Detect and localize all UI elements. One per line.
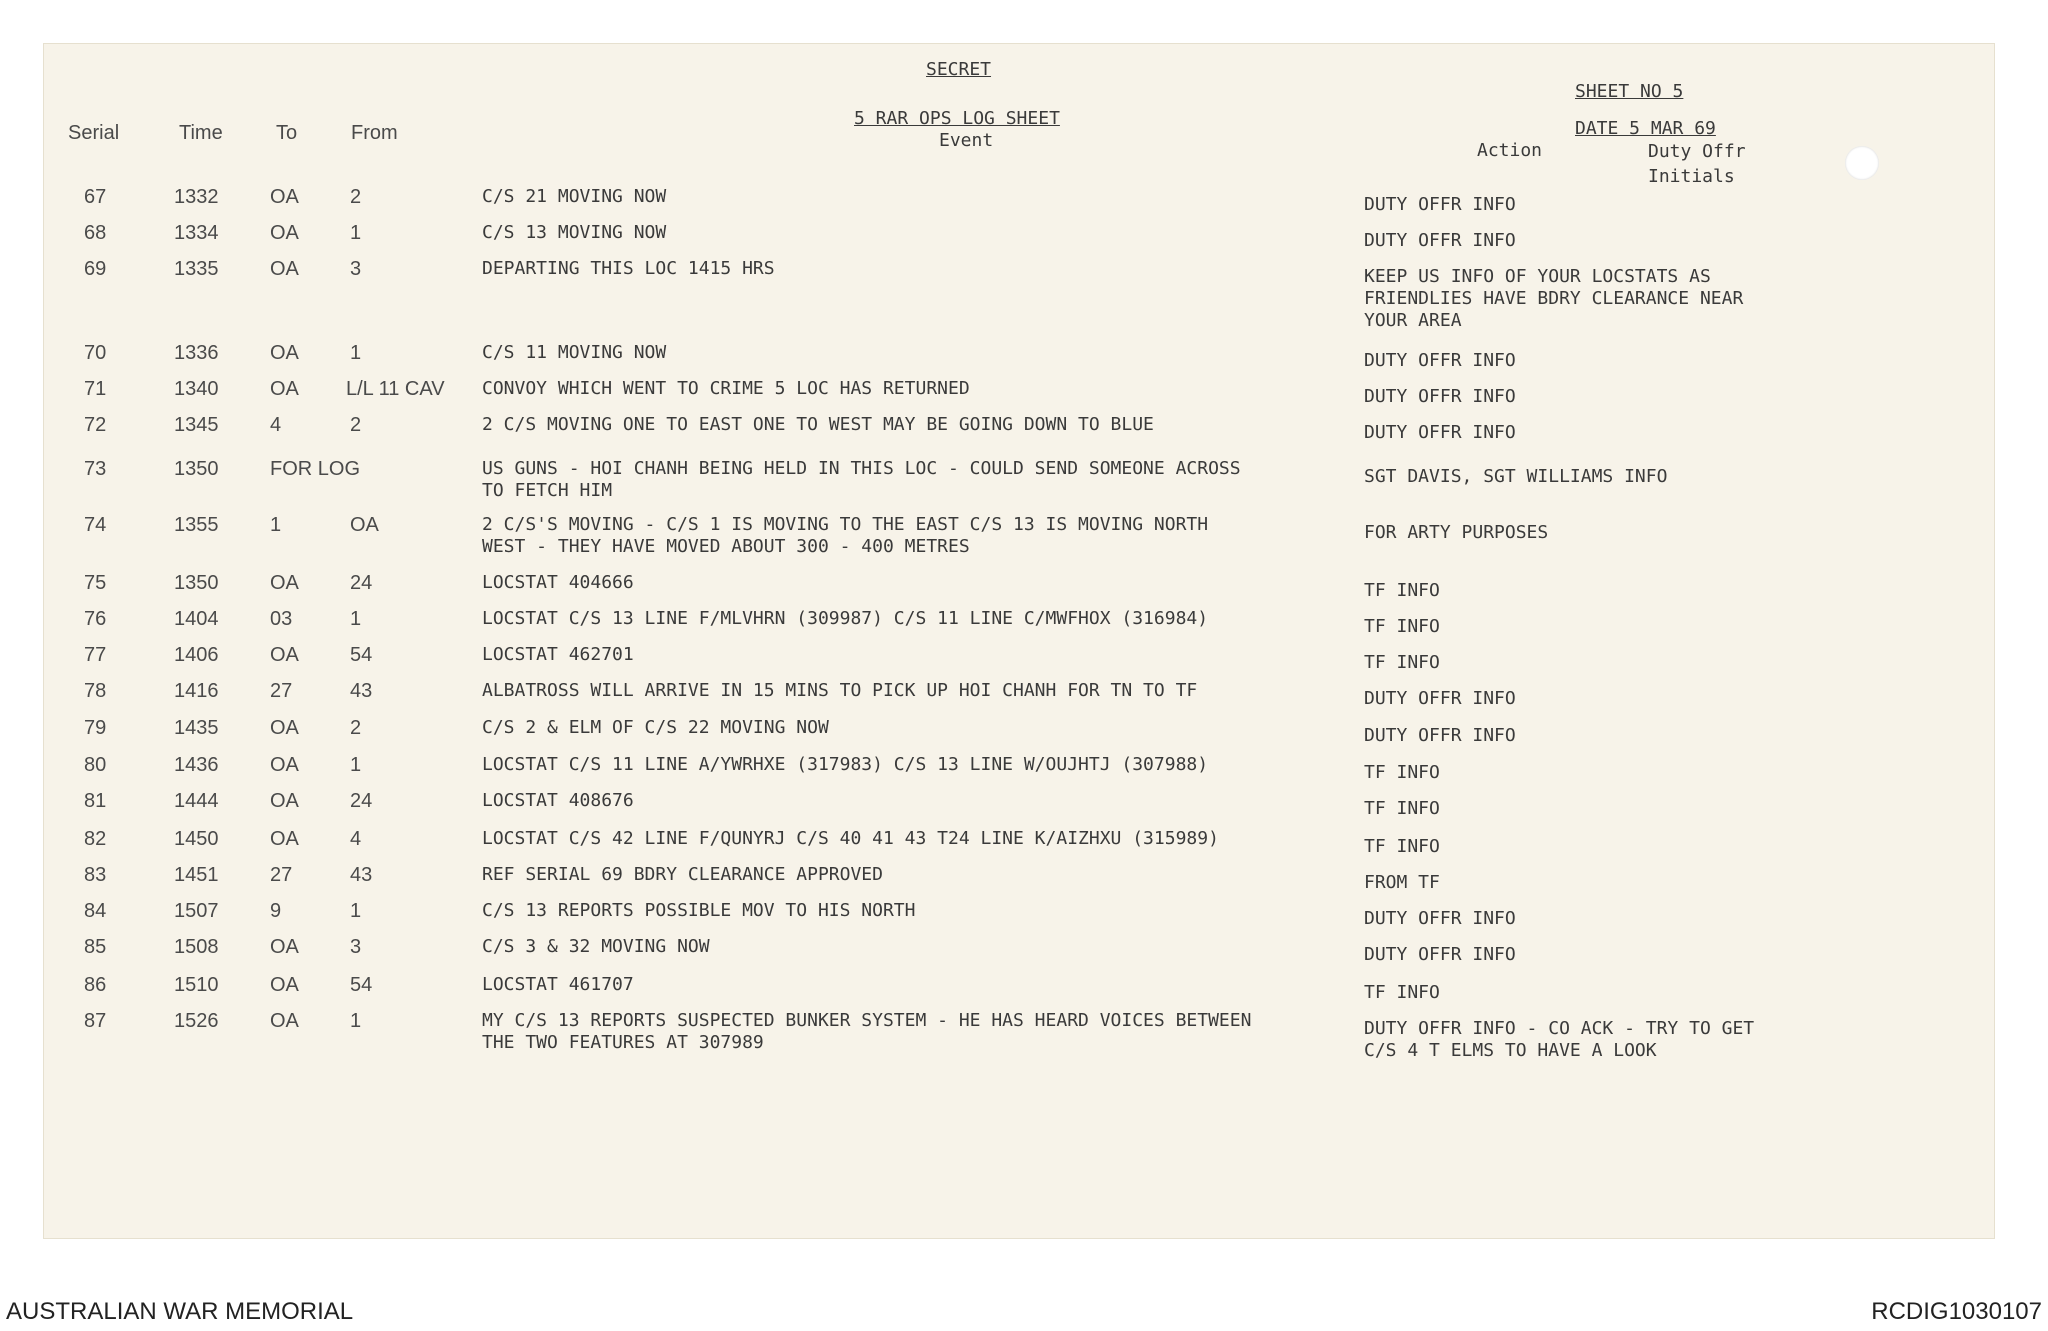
row-serial: 84: [84, 900, 107, 922]
row-action-line: TF INFO: [1364, 798, 1440, 819]
row-action-line: TF INFO: [1364, 580, 1440, 601]
row-event-line: C/S 2 & ELM OF C/S 22 MOVING NOW: [482, 717, 829, 738]
row-serial: 75: [84, 572, 107, 594]
row-action-line: DUTY OFFR INFO: [1364, 944, 1516, 965]
row-serial: 81: [84, 790, 107, 812]
row-to: 03: [270, 608, 293, 630]
row-event-line: LOCSTAT 404666: [482, 572, 634, 593]
row-from: 1: [350, 222, 362, 244]
row-time: 1416: [174, 680, 219, 702]
col-header-action: Action: [1477, 140, 1543, 161]
row-serial: 80: [84, 754, 107, 776]
row-serial: 87: [84, 1010, 107, 1032]
row-event-line: 2 C/S MOVING ONE TO EAST ONE TO WEST MAY BE GOING DOWN TO BLUE: [482, 414, 1154, 435]
row-event-line: TO FETCH HIM: [482, 480, 613, 501]
row-to: OA: [270, 572, 299, 594]
row-action-line: DUTY OFFR INFO: [1364, 725, 1516, 746]
row-event-line: LOCSTAT 461707: [482, 974, 634, 995]
row-serial: 82: [84, 828, 107, 850]
row-time: 1435: [174, 717, 219, 739]
row-from: 43: [350, 680, 373, 702]
row-time: 1406: [174, 644, 219, 666]
row-to: FOR LOG: [270, 458, 361, 480]
row-to: OA: [270, 186, 299, 208]
row-serial: 68: [84, 222, 107, 244]
footer-source: AUSTRALIAN WAR MEMORIAL: [6, 1298, 354, 1325]
row-action-line: DUTY OFFR INFO: [1364, 908, 1516, 929]
row-event-line: C/S 3 & 32 MOVING NOW: [482, 936, 710, 957]
row-action-line: DUTY OFFR INFO: [1364, 688, 1516, 709]
sheet-title: 5 RAR OPS LOG SHEET: [854, 108, 1060, 129]
row-serial: 72: [84, 414, 107, 436]
row-time: 1335: [174, 258, 219, 280]
row-event-line: C/S 11 MOVING NOW: [482, 342, 667, 363]
row-action-line: YOUR AREA: [1364, 310, 1462, 331]
row-action-line: TF INFO: [1364, 652, 1440, 673]
row-to: 9: [270, 900, 282, 922]
col-header-time: Time: [179, 122, 223, 144]
row-from: 1: [350, 342, 362, 364]
row-serial: 77: [84, 644, 107, 666]
row-event-line: 2 C/S'S MOVING - C/S 1 IS MOVING TO THE EAST C/S 13 IS MOVING NORTH: [482, 514, 1209, 535]
row-to: 1: [270, 514, 282, 536]
row-action-line: DUTY OFFR INFO: [1364, 230, 1516, 251]
col-header-event: Event: [939, 130, 994, 151]
row-time: 1336: [174, 342, 219, 364]
row-from: 43: [350, 864, 373, 886]
row-serial: 69: [84, 258, 107, 280]
row-event-line: C/S 13 REPORTS POSSIBLE MOV TO HIS NORTH: [482, 900, 916, 921]
row-from: 1: [350, 1010, 362, 1032]
row-to: 27: [270, 864, 293, 886]
row-serial: 67: [84, 186, 107, 208]
row-from: 1: [350, 608, 362, 630]
row-to: OA: [270, 974, 299, 996]
row-serial: 74: [84, 514, 107, 536]
row-from: 1: [350, 900, 362, 922]
row-event-line: LOCSTAT C/S 13 LINE F/MLVHRN (309987) C/S 11 LINE C/MWFHOX (316984): [482, 608, 1209, 629]
row-action-line: SGT DAVIS, SGT WILLIAMS INFO: [1364, 466, 1668, 487]
row-action-line: FROM TF: [1364, 872, 1440, 893]
col-header-from: From: [351, 122, 398, 144]
row-time: 1355: [174, 514, 219, 536]
row-action-line: DUTY OFFR INFO: [1364, 422, 1516, 443]
row-time: 1404: [174, 608, 219, 630]
row-event-line: C/S 21 MOVING NOW: [482, 186, 667, 207]
col-header-serial: Serial: [68, 122, 120, 144]
row-serial: 78: [84, 680, 107, 702]
row-from: 2: [350, 414, 362, 436]
row-from: 24: [350, 572, 373, 594]
col-header-duty-offr: Duty Offr: [1648, 141, 1746, 162]
row-time: 1332: [174, 186, 219, 208]
row-time: 1451: [174, 864, 219, 886]
row-event-line: LOCSTAT 462701: [482, 644, 634, 665]
row-to: 27: [270, 680, 293, 702]
row-action-line: TF INFO: [1364, 616, 1440, 637]
row-event-line: MY C/S 13 REPORTS SUSPECTED BUNKER SYSTEM - HE HAS HEARD VOICES BETWEEN: [482, 1010, 1252, 1031]
row-time: 1340: [174, 378, 219, 400]
row-from: 3: [350, 936, 362, 958]
row-event-line: WEST - THEY HAVE MOVED ABOUT 300 - 400 METRES: [482, 536, 970, 557]
row-to: OA: [270, 1010, 299, 1032]
row-time: 1526: [174, 1010, 219, 1032]
row-from: 2: [350, 717, 362, 739]
row-event-line: LOCSTAT C/S 42 LINE F/QUNYRJ C/S 40 41 43 T24 LINE K/AIZHXU (315989): [482, 828, 1219, 849]
punch-hole: [1845, 146, 1879, 180]
row-to: OA: [270, 378, 299, 400]
row-event-line: DEPARTING THIS LOC 1415 HRS: [482, 258, 775, 279]
row-serial: 71: [84, 378, 107, 400]
row-from: 4: [350, 828, 362, 850]
row-serial: 86: [84, 974, 107, 996]
row-serial: 85: [84, 936, 107, 958]
row-action-line: DUTY OFFR INFO: [1364, 350, 1516, 371]
row-time: 1350: [174, 458, 219, 480]
row-time: 1508: [174, 936, 219, 958]
row-event-line: US GUNS - HOI CHANH BEING HELD IN THIS LOC - COULD SEND SOMEONE ACROSS: [482, 458, 1241, 479]
row-action-line: KEEP US INFO OF YOUR LOCSTATS AS: [1364, 266, 1711, 287]
row-to: OA: [270, 258, 299, 280]
row-time: 1334: [174, 222, 219, 244]
row-event-line: CONVOY WHICH WENT TO CRIME 5 LOC HAS RETURNED: [482, 378, 970, 399]
row-action-line: TF INFO: [1364, 762, 1440, 783]
row-time: 1436: [174, 754, 219, 776]
row-serial: 83: [84, 864, 107, 886]
row-event-line: THE TWO FEATURES AT 307989: [482, 1032, 764, 1053]
row-to: OA: [270, 644, 299, 666]
row-to: OA: [270, 342, 299, 364]
row-event-line: C/S 13 MOVING NOW: [482, 222, 667, 243]
log-sheet-page: [44, 44, 1994, 1238]
row-to: 4: [270, 414, 282, 436]
row-action-line: DUTY OFFR INFO: [1364, 386, 1516, 407]
row-action-line: DUTY OFFR INFO: [1364, 194, 1516, 215]
row-time: 1350: [174, 572, 219, 594]
row-serial: 79: [84, 717, 107, 739]
row-action-line: FRIENDLIES HAVE BDRY CLEARANCE NEAR: [1364, 288, 1744, 309]
row-to: OA: [270, 222, 299, 244]
col-header-to: To: [276, 122, 298, 144]
row-to: OA: [270, 717, 299, 739]
row-time: 1510: [174, 974, 219, 996]
row-event-line: LOCSTAT 408676: [482, 790, 634, 811]
classification-label: SECRET: [926, 59, 992, 80]
row-from: 3: [350, 258, 362, 280]
row-action-line: TF INFO: [1364, 836, 1440, 857]
row-to: OA: [270, 754, 299, 776]
row-event-line: LOCSTAT C/S 11 LINE A/YWRHXE (317983) C/S 13 LINE W/OUJHTJ (307988): [482, 754, 1209, 775]
row-event-line: REF SERIAL 69 BDRY CLEARANCE APPROVED: [482, 864, 883, 885]
row-time: 1507: [174, 900, 219, 922]
footer-record-id: RCDIG1030107: [1871, 1298, 2042, 1325]
row-time: 1444: [174, 790, 219, 812]
row-from: 1: [350, 754, 362, 776]
row-to: OA: [270, 790, 299, 812]
row-serial: 73: [84, 458, 107, 480]
sheet-date: DATE 5 MAR 69: [1575, 118, 1716, 139]
row-from: OA: [350, 514, 379, 536]
row-from: 54: [350, 974, 373, 996]
row-from: L/L 11 CAV: [346, 378, 445, 400]
row-action-line: TF INFO: [1364, 982, 1440, 1003]
row-event-line: ALBATROSS WILL ARRIVE IN 15 MINS TO PICK UP HOI CHANH FOR TN TO TF: [482, 680, 1198, 701]
row-action-line: DUTY OFFR INFO - CO ACK - TRY TO GET: [1364, 1018, 1755, 1039]
col-header-initials: Initials: [1648, 166, 1735, 187]
row-action-line: C/S 4 T ELMS TO HAVE A LOOK: [1364, 1040, 1657, 1061]
row-from: 24: [350, 790, 373, 812]
row-to: OA: [270, 828, 299, 850]
row-serial: 70: [84, 342, 107, 364]
row-from: 2: [350, 186, 362, 208]
row-time: 1450: [174, 828, 219, 850]
row-serial: 76: [84, 608, 107, 630]
row-time: 1345: [174, 414, 219, 436]
row-to: OA: [270, 936, 299, 958]
row-from: 54: [350, 644, 373, 666]
row-action-line: FOR ARTY PURPOSES: [1364, 522, 1549, 543]
sheet-number: SHEET NO 5: [1575, 81, 1684, 102]
